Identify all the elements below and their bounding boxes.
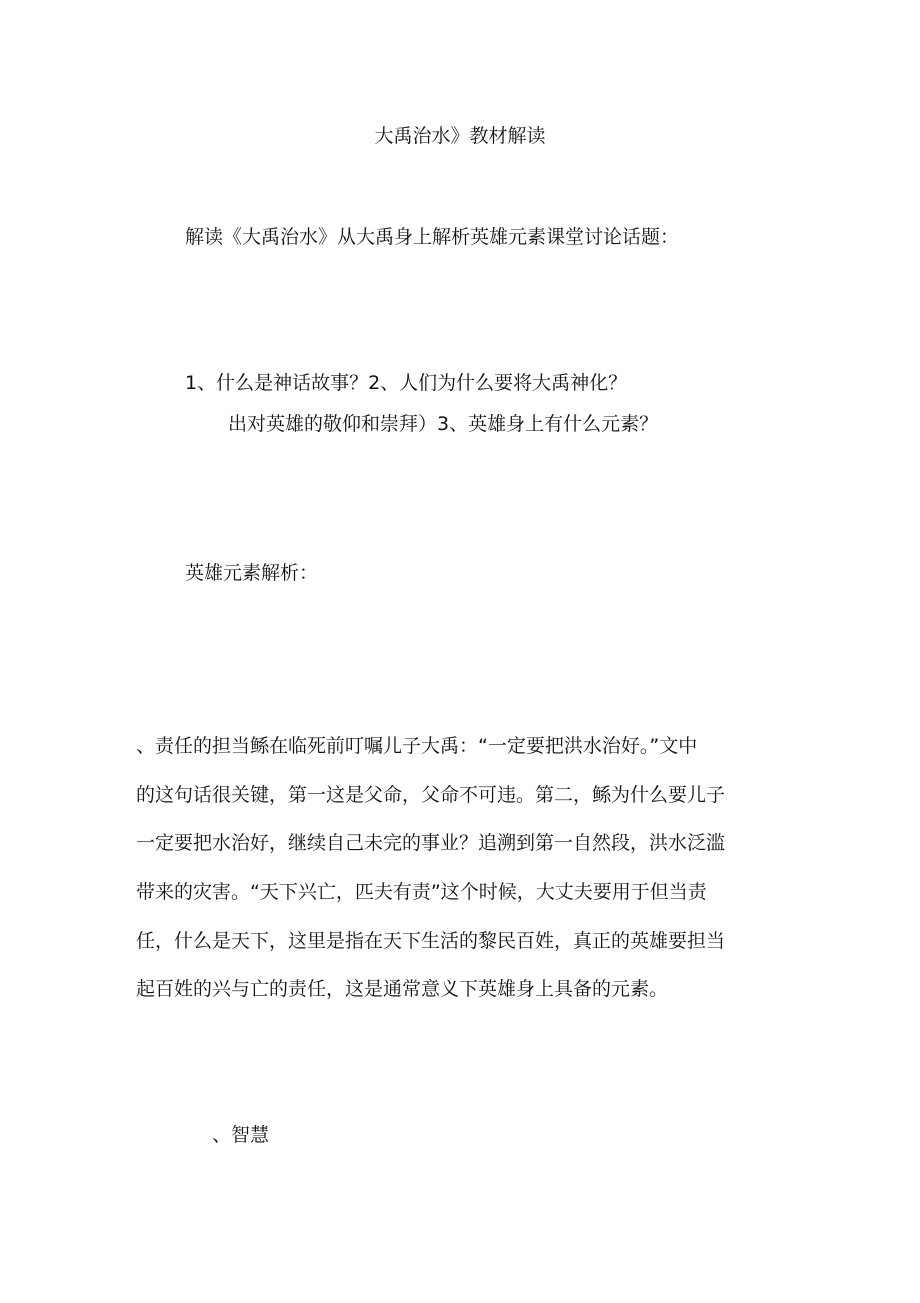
discussion-question-line-1: 1、什么是神话故事？2、人们为什么要将大禹神化？ bbox=[185, 372, 628, 394]
paragraph-line: 一定要把水治好，继续自己未完的事业？追溯到第一自然段，洪水泛滥 bbox=[136, 832, 726, 855]
paragraph-line: 、责任的担当鲧在临死前叮嘱儿子大禹：“一定要把洪水治好。”文中 bbox=[136, 735, 698, 757]
section-heading-wisdom: 、智慧 bbox=[212, 1124, 270, 1146]
paragraph-line: 起百姓的兴与亡的责任，这是通常意义下英雄身上具备的元素。 bbox=[136, 978, 669, 1001]
paragraph-line: 任，什么是天下，这里是指在天下生活的黎民百姓，真正的英雄要担当 bbox=[136, 929, 726, 952]
paragraph-line: 的这句话很关键，第一这是父命，父命不可违。第二，鲧为什么要儿子 bbox=[136, 783, 726, 806]
responsibility-paragraph bbox=[136, 722, 776, 1014]
discussion-question-line-2: 出对英雄的敬仰和崇拜）3、英雄身上有什么元素？ bbox=[228, 413, 659, 435]
intro-line: 解读《大禹治水》从大禹身上解析英雄元素课堂讨论话题： bbox=[185, 226, 680, 248]
section-heading-hero-analysis: 英雄元素解析： bbox=[185, 562, 319, 584]
document-title: 大禹治水》教材解读 bbox=[374, 125, 546, 147]
paragraph-line: 带来的灾害。“天下兴亡，匹夫有责”这个时候，大丈夫要用于但当责 bbox=[136, 881, 707, 904]
